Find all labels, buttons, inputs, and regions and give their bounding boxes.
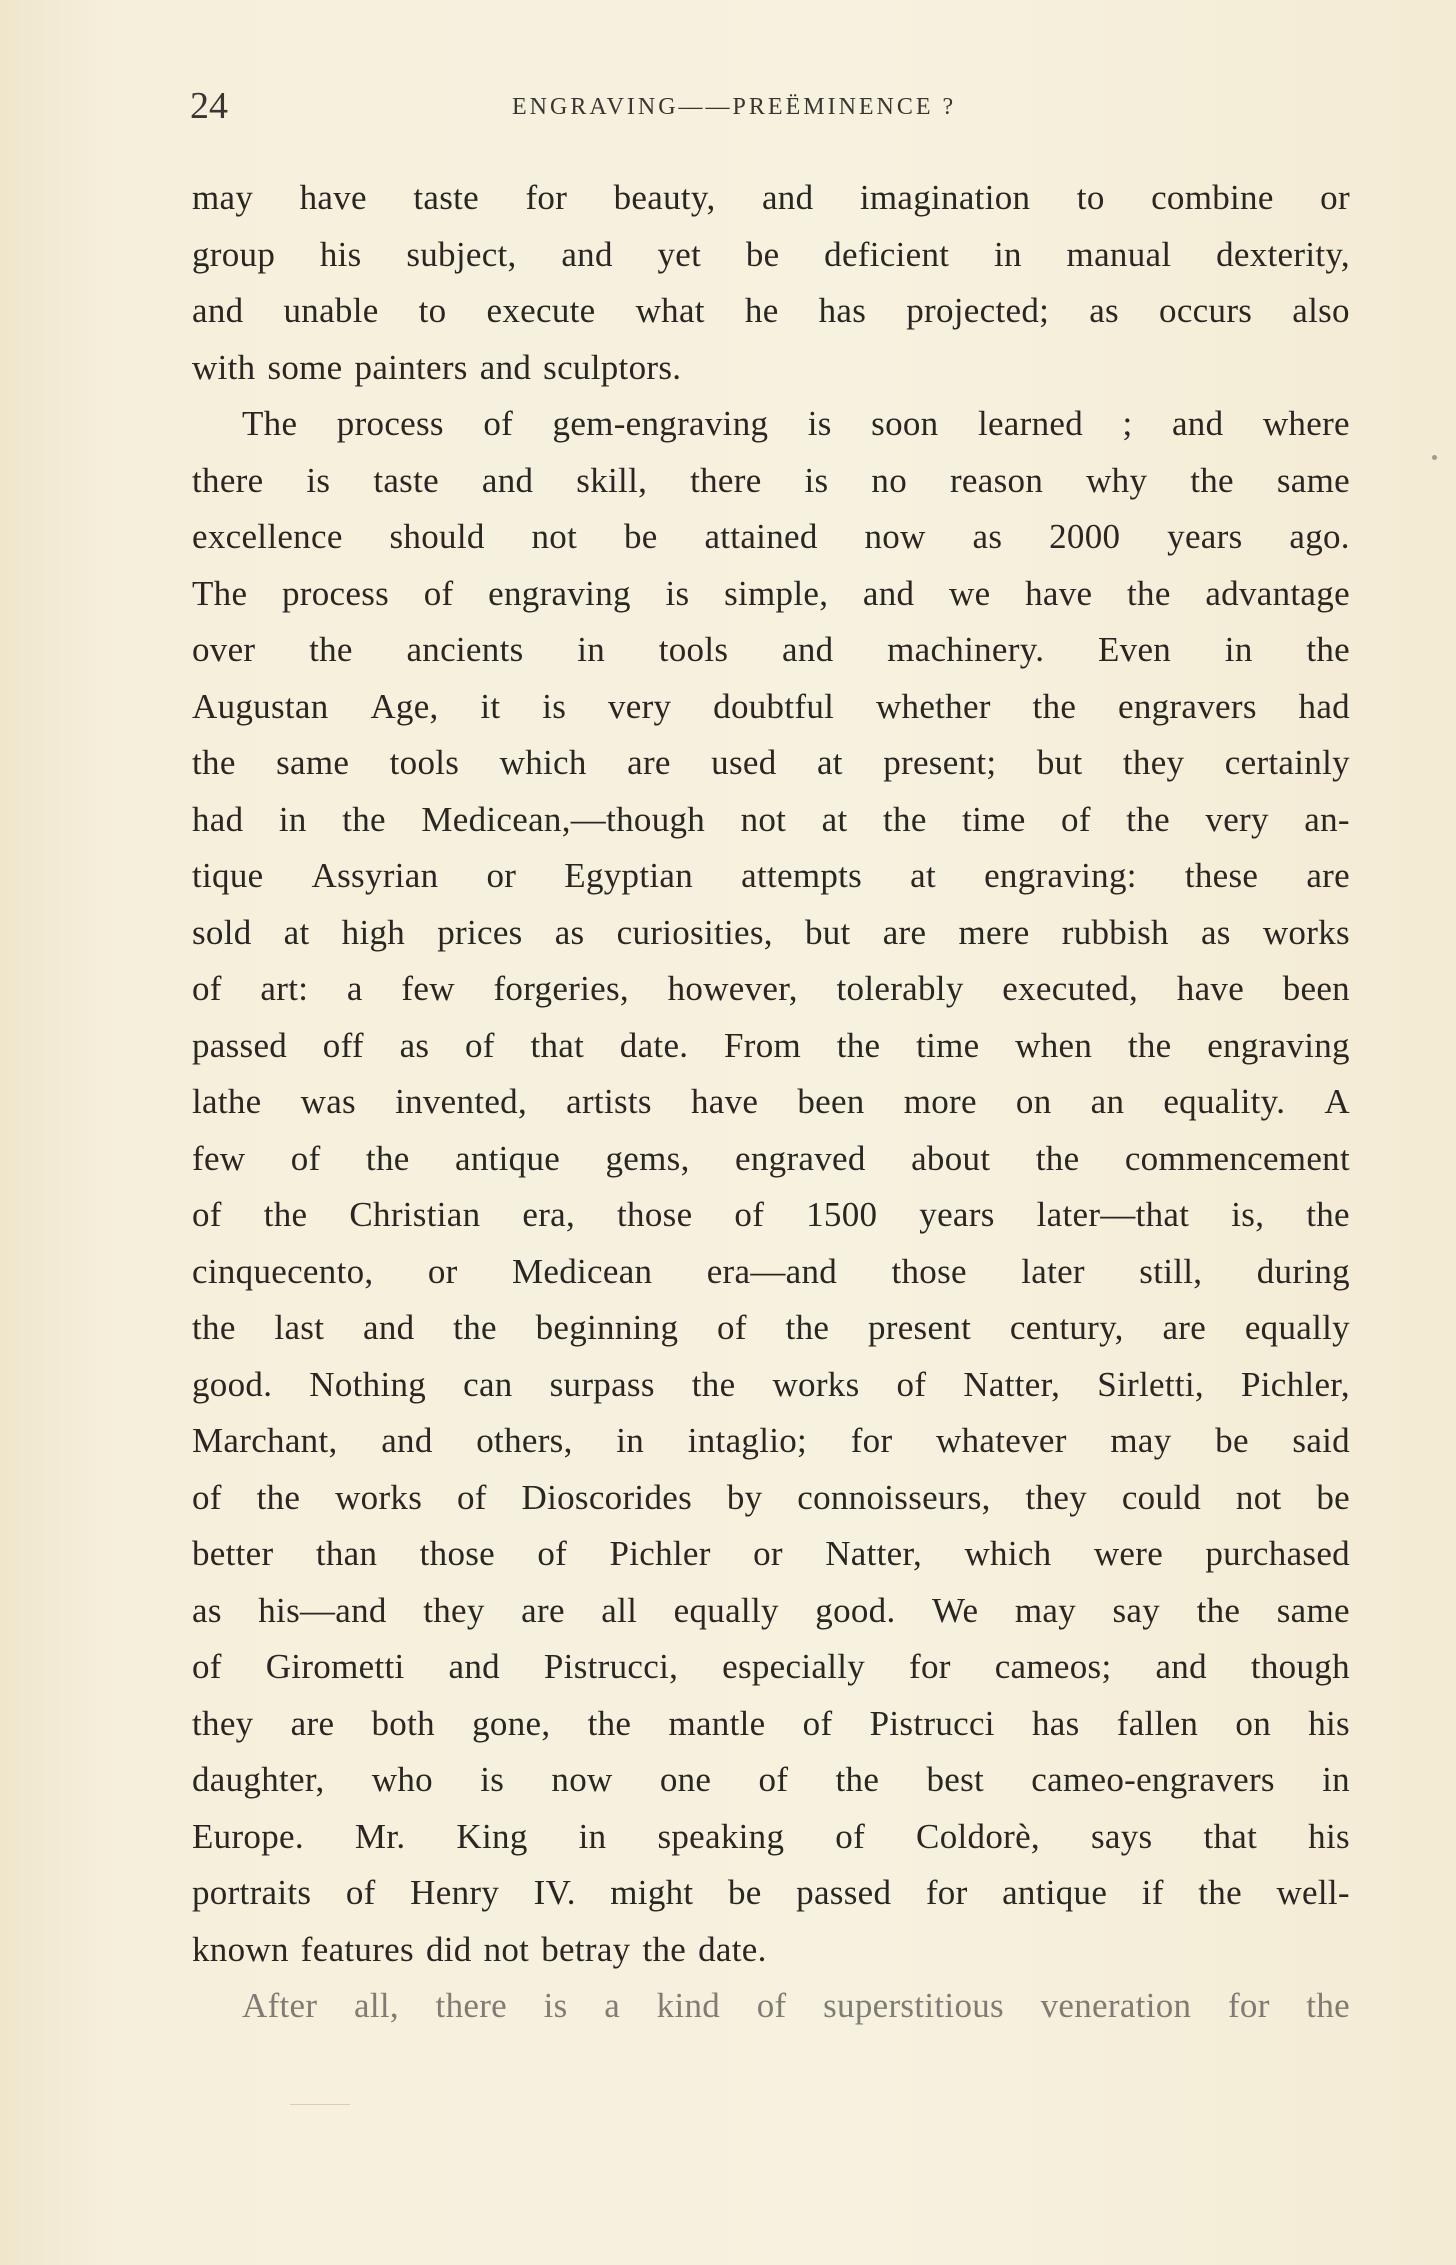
- text-line: the same tools which are used at present; but they certainly: [192, 743, 1350, 782]
- text-line: few of the antique gems, engraved about the commencement: [192, 1138, 1350, 1178]
- text-line: portraits of Henry IV. might be passed for antique if the well-: [192, 1873, 1350, 1912]
- text-line: of the Christian era, those of 1500 years later—that is, the: [192, 1195, 1350, 1234]
- paper-speck: [1432, 455, 1437, 460]
- page-number: 24: [190, 85, 228, 127]
- text-line: Marchant, and others, in intaglio; for whatever may be said: [192, 1421, 1350, 1460]
- running-title: ENGRAVING——PREËMINENCE ?: [512, 94, 957, 120]
- text-line: as his—and they are all equally good. We may say the same: [192, 1590, 1350, 1630]
- text-line: and unable to execute what he has projected; as occurs also: [192, 291, 1350, 330]
- text-line: excellence should not be attained now as 2000 years ago.: [192, 517, 1350, 556]
- text-line: passed off as of that date. From the time when the engraving: [192, 1025, 1350, 1065]
- running-head: [190, 84, 1350, 134]
- text-line: of the works of Dioscorides by connoisseurs, they could not be: [192, 1477, 1350, 1517]
- margin-rule: [290, 2104, 350, 2105]
- body-text: [192, 170, 1350, 2035]
- text-line: of art: a few forgeries, however, tolerably executed, have been: [192, 969, 1350, 1008]
- text-line: the last and the beginning of the present century, are equally: [192, 1308, 1350, 1347]
- text-line: cinquecento, or Medicean era—and those later still, during: [192, 1251, 1350, 1291]
- text-line: may have taste for beauty, and imagination to combine or: [192, 178, 1350, 217]
- text-line: The process of gem-engraving is soon learned ; and where: [242, 404, 1350, 443]
- text-line: known features did not betray the date.: [192, 1929, 767, 1969]
- text-line: sold at high prices as curiosities, but are mere rubbish as works: [192, 912, 1350, 952]
- text-line: of Girometti and Pistrucci, especially for cameos; and though: [192, 1647, 1350, 1686]
- text-line: good. Nothing can surpass the works of Natter, Sirletti, Pichler,: [192, 1364, 1350, 1404]
- text-line: they are both gone, the mantle of Pistrucci has fallen on his: [192, 1703, 1350, 1743]
- text-line: with some painters and sculptors.: [192, 347, 682, 387]
- text-line: Europe. Mr. King in speaking of Coldorè, says that his: [192, 1816, 1350, 1856]
- text-line: there is taste and skill, there is no reason why the same: [192, 460, 1350, 500]
- text-line: group his subject, and yet be deficient in manual dexterity,: [192, 234, 1350, 274]
- text-line: tique Assyrian or Egyptian attempts at engraving: these are: [192, 856, 1350, 895]
- text-line: had in the Medicean,—though not at the time of the very an-: [192, 799, 1350, 839]
- text-line: better than those of Pichler or Natter, which were purchased: [192, 1534, 1350, 1573]
- text-line: lathe was invented, artists have been more on an equality. A: [192, 1082, 1350, 1121]
- text-line: daughter, who is now one of the best cameo-engravers in: [192, 1760, 1350, 1799]
- text-line: After all, there is a kind of superstitious veneration for the: [242, 1986, 1350, 2025]
- text-line: Augustan Age, it is very doubtful whether the engravers had: [192, 686, 1350, 726]
- text-line: over the ancients in tools and machinery. Even in the: [192, 630, 1350, 669]
- text-line: The process of engraving is simple, and we have the advantage: [192, 573, 1350, 613]
